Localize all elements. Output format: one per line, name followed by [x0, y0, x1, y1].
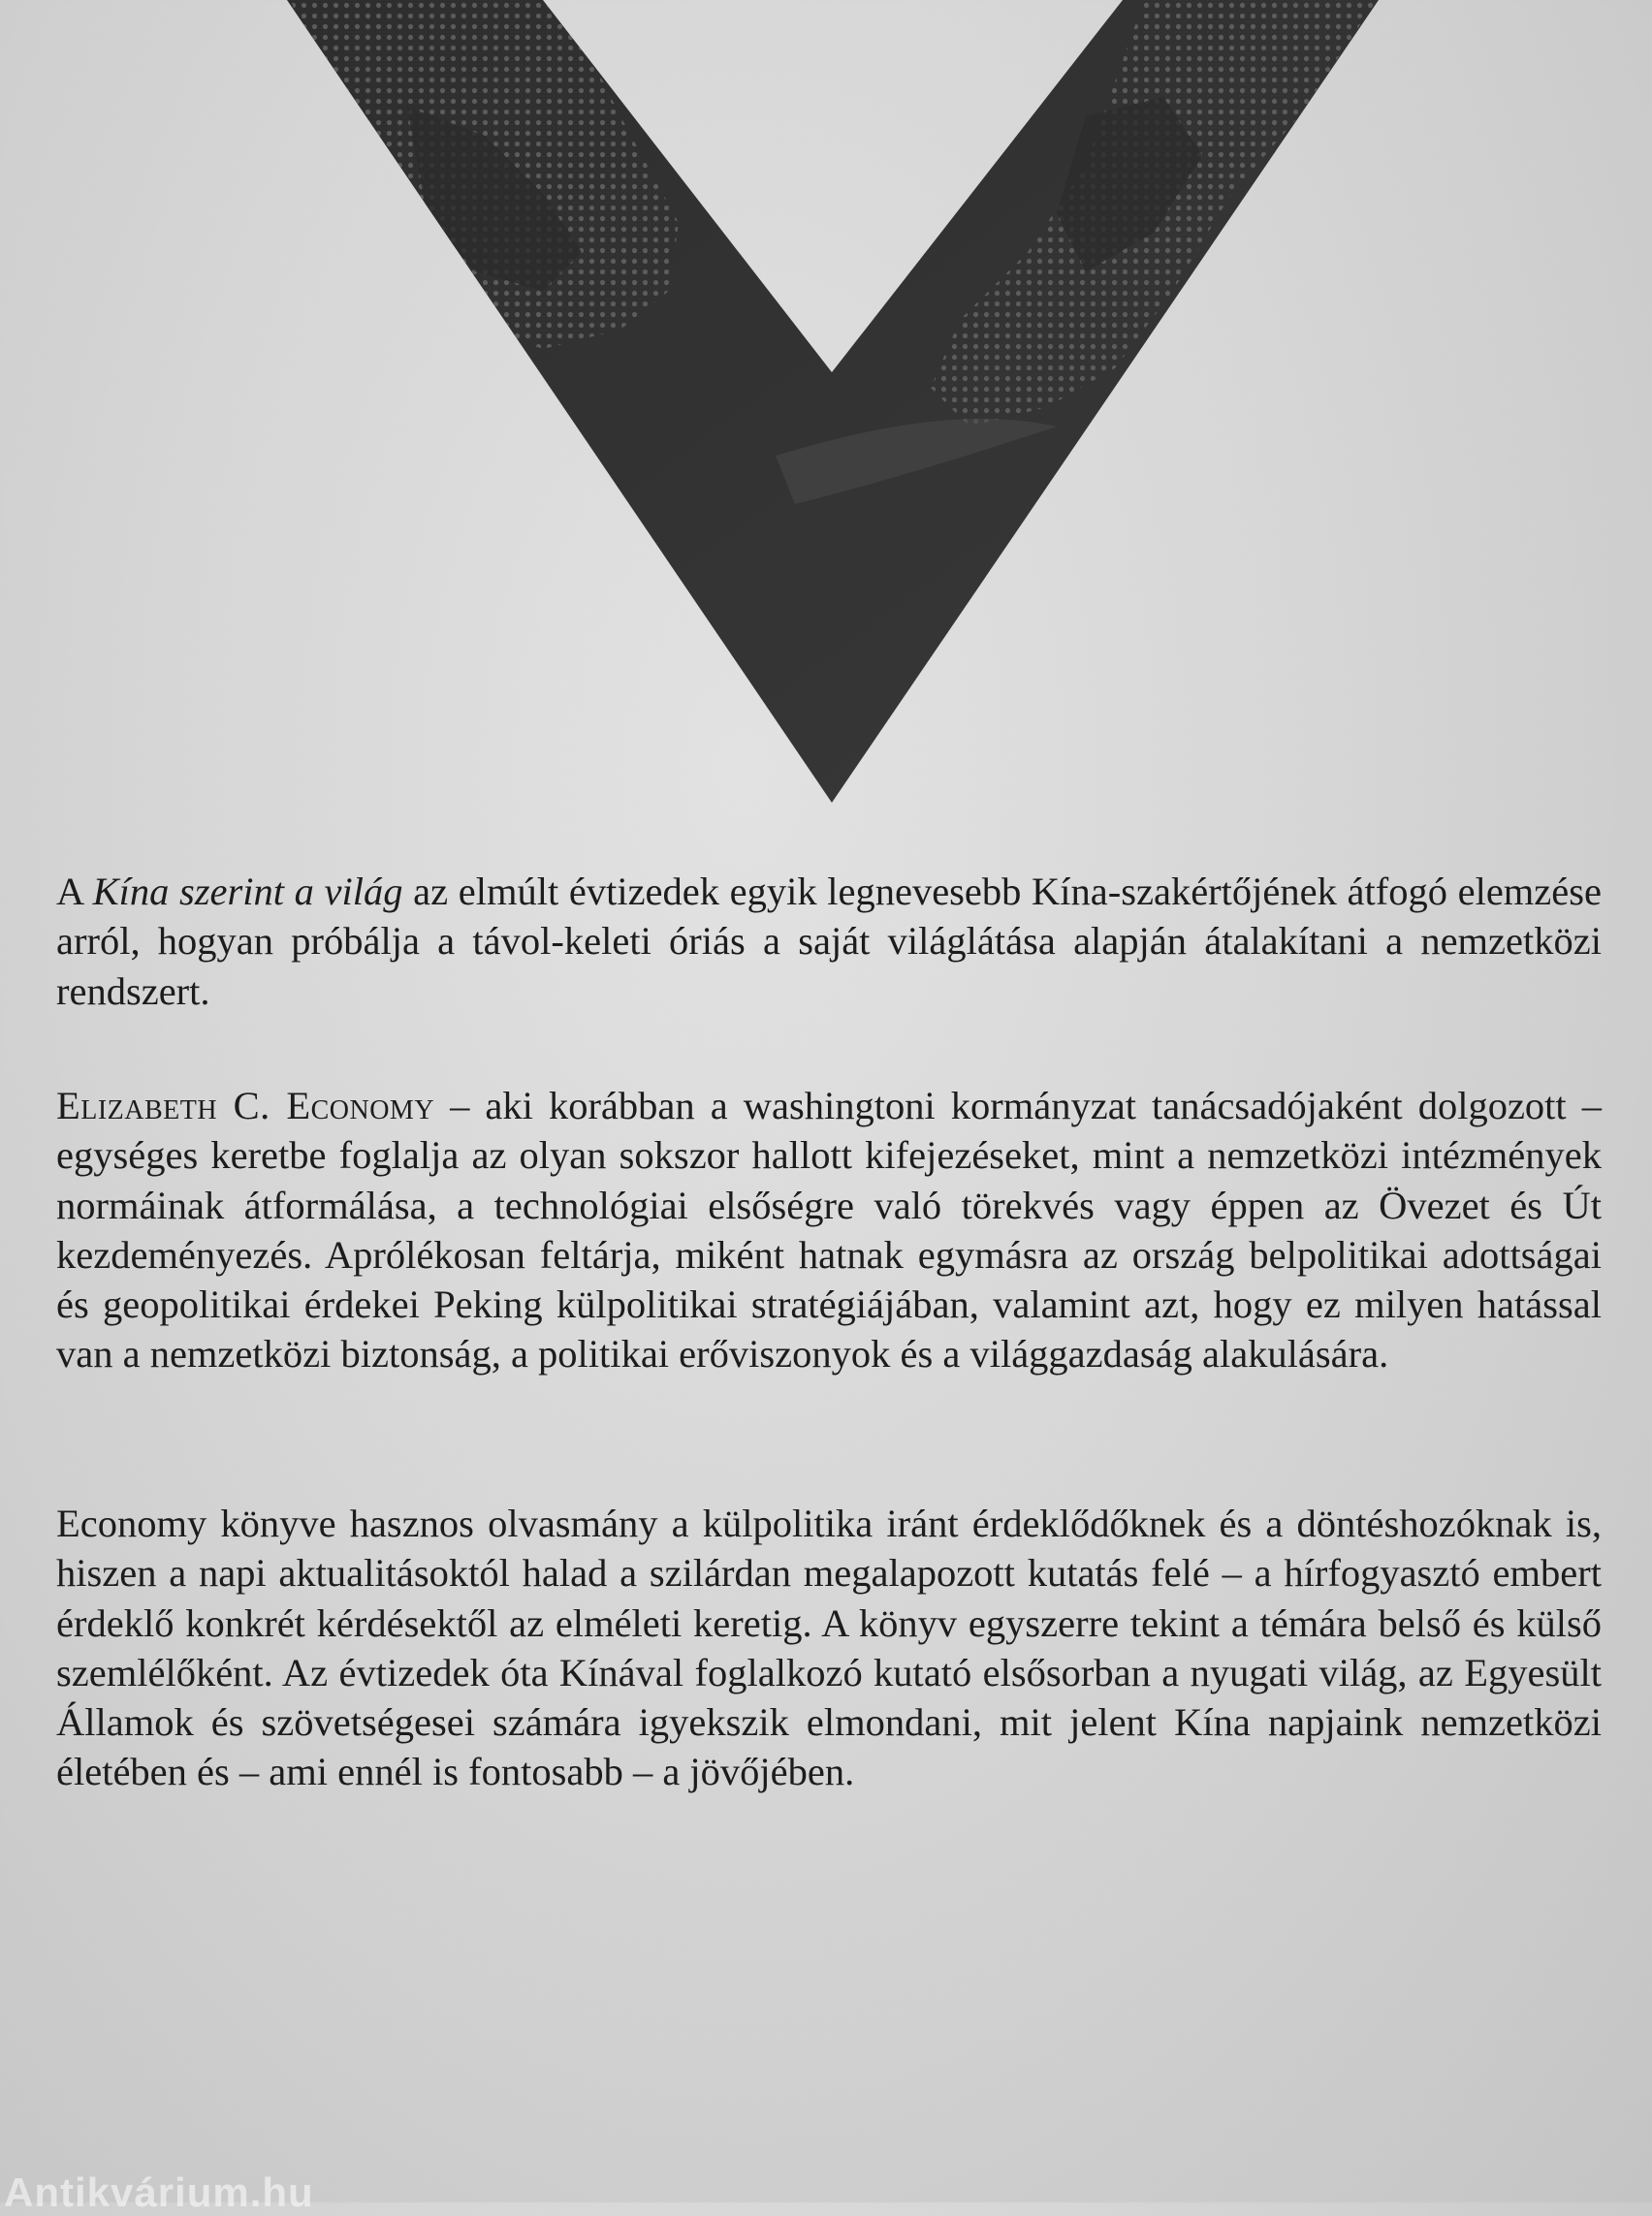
watermark: Antikvárium.hu [4, 2169, 314, 2215]
description-paragraph-3 [56, 1499, 1602, 1797]
book-title: Kína szerint a világ [92, 870, 403, 913]
paragraph3-body: Economy könyve hasznos olvasmány a külpolitika iránt érdeklődőknek és a döntéshozóknak is, hiszen a napi aktualitásoktól halad a szilárdan megalapozott kutatás felé – a hírfogyasztó embert érdeklő konkrét kérdésektől az elméleti keretig. A könyv egyszerre tekint a témára belső és külső szemlélőként. Az évtizedek óta Kínával foglalkozó kutató elsősorban a nyugati világ, az Egyesült Államok és szövetségesei számára igyekszik elmondani, mit jelent Kína napjaink nemzetközi életében és – ami ennél is fontosabb – a jövőjében. [56, 1502, 1602, 1794]
paragraph1-body: az elmúlt évtizedek egyik legnevesebb Kína-szakértőjének átfogó elemzése arról, hogyan próbálja a távol-keleti óriás a saját világlátása alapján átalakítani a nemzetközi rendszert. [56, 870, 1602, 1013]
description-paragraph-2 [56, 1081, 1602, 1379]
author-name: Elizabeth C. Economy [56, 1084, 435, 1127]
paragraph1-prefix: A [56, 870, 93, 913]
paragraph2-body: – aki korábban a washingtoni kormányzat tanácsadójaként dolgozott – egységes keretbe foglalja az olyan sokszor hallott kifejezéseket, mint a nemzetközi intézmények normáinak átformálása, a technológiai elsőségre való törekvés vagy éppen az Övezet és Út kezdeményezés. Aprólékosan feltárja, miként hatnak egymásra az ország belpolitikai adottságai és geopolitikai érdekei Peking külpolitikai stratégiájában, valamint azt, hogy ez milyen hatással van a nemzetközi biztonság, a politikai erőviszonyok és a világgazdaság alakulására. [56, 1084, 1602, 1377]
v-chevron-graphic [0, 0, 1652, 814]
description-paragraph-1 [56, 867, 1602, 1016]
